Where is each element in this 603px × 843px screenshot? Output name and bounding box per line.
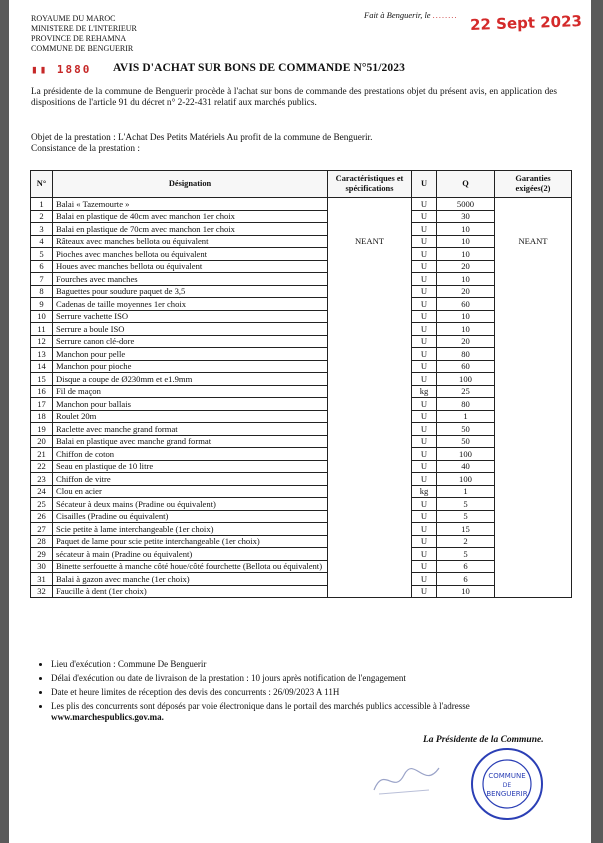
object-text: Objet de la prestation : L'Achat Des Petits Matériels Au profit de la commune de Benguerir. — [31, 133, 373, 143]
table-row — [31, 498, 572, 511]
row-designation: Faucille à dent (1er choix) — [53, 585, 328, 598]
row-number: 28 — [31, 535, 53, 548]
row-designation: Cadenas de taille moyennes 1er choix — [53, 298, 328, 311]
table-row — [31, 298, 572, 311]
row-designation: Balai en plastique de 70cm avec manchon 1er choix — [53, 223, 328, 236]
table-row — [31, 235, 572, 248]
row-designation: Roulet 20m — [53, 410, 328, 423]
row-number: 21 — [31, 448, 53, 461]
row-designation: Seau en plastique de 10 litre — [53, 460, 328, 473]
row-quantity: 40 — [437, 460, 495, 473]
row-unit: U — [412, 423, 437, 436]
row-quantity: 60 — [437, 298, 495, 311]
row-number: 26 — [31, 510, 53, 523]
row-quantity: 50 — [437, 435, 495, 448]
row-number: 11 — [31, 323, 53, 336]
row-designation: Serrure canon clé-dore — [53, 335, 328, 348]
specs-cell: NEANT — [328, 198, 412, 598]
row-designation: Balai « Tazemourte » — [53, 198, 328, 211]
row-quantity: 5 — [437, 548, 495, 561]
table-row — [31, 585, 572, 598]
col-header-unit: U — [412, 171, 437, 198]
table-row — [31, 373, 572, 386]
row-number: 16 — [31, 385, 53, 398]
row-designation: Râteaux avec manches bellota ou équivalent — [53, 235, 328, 248]
row-unit: U — [412, 548, 437, 561]
header-line: ROYAUME DU MAROC — [31, 14, 116, 23]
row-quantity: 1 — [437, 485, 495, 498]
row-unit: U — [412, 323, 437, 336]
table-row — [31, 385, 572, 398]
row-number: 1 — [31, 198, 53, 211]
row-number: 18 — [31, 410, 53, 423]
col-header-designation: Désignation — [53, 171, 328, 198]
row-unit: U — [412, 435, 437, 448]
row-unit: U — [412, 223, 437, 236]
row-unit: U — [412, 273, 437, 286]
row-unit: U — [412, 298, 437, 311]
row-designation: Chiffon de vitre — [53, 473, 328, 486]
row-number: 25 — [31, 498, 53, 511]
table-row — [31, 273, 572, 286]
row-designation: Clou en acier — [53, 485, 328, 498]
row-unit: U — [412, 285, 437, 298]
row-quantity: 2 — [437, 535, 495, 548]
row-unit: U — [412, 448, 437, 461]
row-designation: Paquet de lame pour scie petite interchangeable (1er choix) — [53, 535, 328, 548]
row-unit: U — [412, 535, 437, 548]
row-designation: Scie petite à lame interchangeable (1er choix) — [53, 523, 328, 536]
row-quantity: 10 — [437, 248, 495, 261]
table-row — [31, 348, 572, 361]
reference-stamp: ▮▮ 1880 — [31, 63, 92, 76]
signature-scribble — [369, 760, 449, 800]
row-quantity: 5 — [437, 498, 495, 511]
row-designation: Manchon pour pelle — [53, 348, 328, 361]
table-row — [31, 510, 572, 523]
row-unit: U — [412, 460, 437, 473]
row-quantity: 10 — [437, 310, 495, 323]
row-number: 24 — [31, 485, 53, 498]
table-row — [31, 260, 572, 273]
row-unit: U — [412, 335, 437, 348]
issuer-header — [31, 14, 137, 54]
row-unit: U — [412, 373, 437, 386]
row-designation: Balai à gazon avec manche (1er choix) — [53, 573, 328, 586]
row-designation: Balai en plastique avec manche grand format — [53, 435, 328, 448]
row-unit: U — [412, 573, 437, 586]
row-designation: sécateur à main (Pradine ou équivalent) — [53, 548, 328, 561]
row-quantity: 1 — [437, 410, 495, 423]
row-number: 22 — [31, 460, 53, 473]
row-number: 13 — [31, 348, 53, 361]
table-row — [31, 398, 572, 411]
row-designation: Disque a coupe de Ø230mm et e1.9mm — [53, 373, 328, 386]
row-quantity: 10 — [437, 323, 495, 336]
seal-line-1: COMMUNE — [488, 772, 526, 780]
row-designation: Fourches avec manches — [53, 273, 328, 286]
note-item: • Les plis des concurrents sont déposés par voie électronique dans le portail des marchés publics accessible à l'adresse www.marchespublics.gov.ma. — [51, 701, 571, 723]
row-quantity: 5 — [437, 510, 495, 523]
row-quantity: 5000 — [437, 198, 495, 211]
row-quantity: 15 — [437, 523, 495, 536]
table-row — [31, 523, 572, 536]
row-designation: Manchon pour pioche — [53, 360, 328, 373]
place-date: Fait à Benguerir, le ........ — [364, 10, 458, 20]
row-designation: Serrure a boule ISO — [53, 323, 328, 336]
row-quantity: 10 — [437, 585, 495, 598]
row-number: 30 — [31, 560, 53, 573]
row-designation: Pioches avec manches bellota ou équivalent — [53, 248, 328, 261]
row-number: 6 — [31, 260, 53, 273]
row-quantity: 100 — [437, 373, 495, 386]
row-unit: U — [412, 510, 437, 523]
row-quantity: 6 — [437, 573, 495, 586]
row-unit: U — [412, 260, 437, 273]
table-row — [31, 535, 572, 548]
row-unit: U — [412, 348, 437, 361]
row-number: 20 — [31, 435, 53, 448]
row-unit: U — [412, 410, 437, 423]
consistance-text: Consistance de la prestation : — [31, 144, 140, 154]
row-number: 10 — [31, 310, 53, 323]
table-row — [31, 285, 572, 298]
row-number: 2 — [31, 210, 53, 223]
row-number: 5 — [31, 248, 53, 261]
row-designation: Baguettes pour soudure paquet de 3,5 — [53, 285, 328, 298]
row-designation: Houes avec manches bellota ou équivalent — [53, 260, 328, 273]
row-number: 7 — [31, 273, 53, 286]
signature-title: La Présidente de la Commune. — [423, 735, 544, 745]
row-number: 29 — [31, 548, 53, 561]
row-designation: Sécateur à deux mains (Pradine ou équivalent) — [53, 498, 328, 511]
row-quantity: 20 — [437, 285, 495, 298]
notes-list — [31, 659, 571, 726]
items-table — [30, 170, 572, 598]
row-number: 23 — [31, 473, 53, 486]
table-row — [31, 485, 572, 498]
commune-seal — [461, 745, 553, 823]
row-number: 3 — [31, 223, 53, 236]
row-quantity: 10 — [437, 223, 495, 236]
row-unit: U — [412, 398, 437, 411]
table-row — [31, 223, 572, 236]
table-row — [31, 323, 572, 336]
intro-paragraph: La présidente de la commune de Benguerir procède à l'achat sur bons de commande des prestations objet du présent avis, en application des dispositions de l'article 91 du décret n° 2-22-431 relatif aux marchés publics. — [31, 87, 557, 108]
row-unit: U — [412, 560, 437, 573]
row-unit: U — [412, 473, 437, 486]
row-unit: U — [412, 248, 437, 261]
row-quantity: 50 — [437, 423, 495, 436]
row-unit: U — [412, 198, 437, 211]
row-quantity: 20 — [437, 335, 495, 348]
row-unit: kg — [412, 385, 437, 398]
table-row — [31, 210, 572, 223]
row-number: 8 — [31, 285, 53, 298]
col-header-specs: Caractéristiques et spécifications — [328, 171, 412, 198]
row-unit: U — [412, 310, 437, 323]
row-unit: U — [412, 585, 437, 598]
row-quantity: 80 — [437, 348, 495, 361]
seal-line-2: DE — [502, 782, 512, 789]
row-unit: kg — [412, 485, 437, 498]
row-quantity: 80 — [437, 398, 495, 411]
col-header-guarantees: Garanties exigées(2) — [495, 171, 572, 198]
table-row — [31, 248, 572, 261]
row-number: 27 — [31, 523, 53, 536]
table-header-row — [31, 171, 572, 198]
row-number: 31 — [31, 573, 53, 586]
row-quantity: 10 — [437, 273, 495, 286]
row-unit: U — [412, 498, 437, 511]
table-row — [31, 410, 572, 423]
table-row — [31, 473, 572, 486]
row-number: 15 — [31, 373, 53, 386]
row-quantity: 60 — [437, 360, 495, 373]
row-quantity: 100 — [437, 448, 495, 461]
table-row — [31, 460, 572, 473]
row-number: 17 — [31, 398, 53, 411]
table-row — [31, 448, 572, 461]
note-item: • Lieu d'exécution : Commune De Benguerir — [51, 659, 571, 670]
row-designation: Raclette avec manche grand format — [53, 423, 328, 436]
row-number: 4 — [31, 235, 53, 248]
row-quantity: 25 — [437, 385, 495, 398]
table-row — [31, 548, 572, 561]
portal-link[interactable]: www.marchespublics.gov.ma. — [51, 712, 164, 722]
table-row — [31, 335, 572, 348]
row-number: 9 — [31, 298, 53, 311]
row-quantity: 20 — [437, 260, 495, 273]
row-quantity: 6 — [437, 560, 495, 573]
table-row — [31, 360, 572, 373]
object-block — [31, 133, 372, 155]
header-line: COMMUNE DE BENGUERIR — [31, 44, 134, 53]
note-item: • Date et heure limites de réception des devis des concurrents : 26/09/2023 A 11H — [51, 687, 571, 698]
row-designation: Cisailles (Pradine ou équivalent) — [53, 510, 328, 523]
row-designation: Fil de maçon — [53, 385, 328, 398]
row-unit: U — [412, 210, 437, 223]
row-number: 19 — [31, 423, 53, 436]
row-number: 12 — [31, 335, 53, 348]
document-page — [9, 0, 591, 843]
table-row — [31, 423, 572, 436]
table-row — [31, 573, 572, 586]
row-quantity: 10 — [437, 235, 495, 248]
row-number: 32 — [31, 585, 53, 598]
table-row — [31, 560, 572, 573]
row-unit: U — [412, 523, 437, 536]
date-stamp: 22 Sept 2023 — [469, 12, 583, 34]
place-date-label: Fait à Benguerir, le — [364, 10, 431, 20]
row-designation: Binette serfouette à manche côté houe/côté fourchette (Bellota ou équivalent) — [53, 560, 328, 573]
row-quantity: 100 — [437, 473, 495, 486]
guarantees-cell: NEANT — [495, 198, 572, 598]
row-unit: U — [412, 360, 437, 373]
col-header-no: N° — [31, 171, 53, 198]
row-designation: Balai en plastique de 40cm avec manchon 1er choix — [53, 210, 328, 223]
table-row — [31, 435, 572, 448]
col-header-qty: Q — [437, 171, 495, 198]
row-quantity: 30 — [437, 210, 495, 223]
header-line: MINISTERE DE L'INTERIEUR — [31, 24, 137, 33]
seal-line-3: BENGUERIR — [486, 790, 528, 798]
page-title: AVIS D'ACHAT SUR BONS DE COMMANDE N°51/2023 — [113, 62, 405, 74]
table-row — [31, 198, 572, 211]
note-item: • Délai d'exécution ou date de livraison de la prestation : 10 jours après notification de l'engagement — [51, 673, 571, 684]
row-designation: Manchon pour ballais — [53, 398, 328, 411]
row-designation: Chiffon de coton — [53, 448, 328, 461]
row-designation: Serrure vachette ISO — [53, 310, 328, 323]
row-unit: U — [412, 235, 437, 248]
row-number: 14 — [31, 360, 53, 373]
table-row — [31, 310, 572, 323]
header-line: PROVINCE DE REHAMNA — [31, 34, 127, 43]
